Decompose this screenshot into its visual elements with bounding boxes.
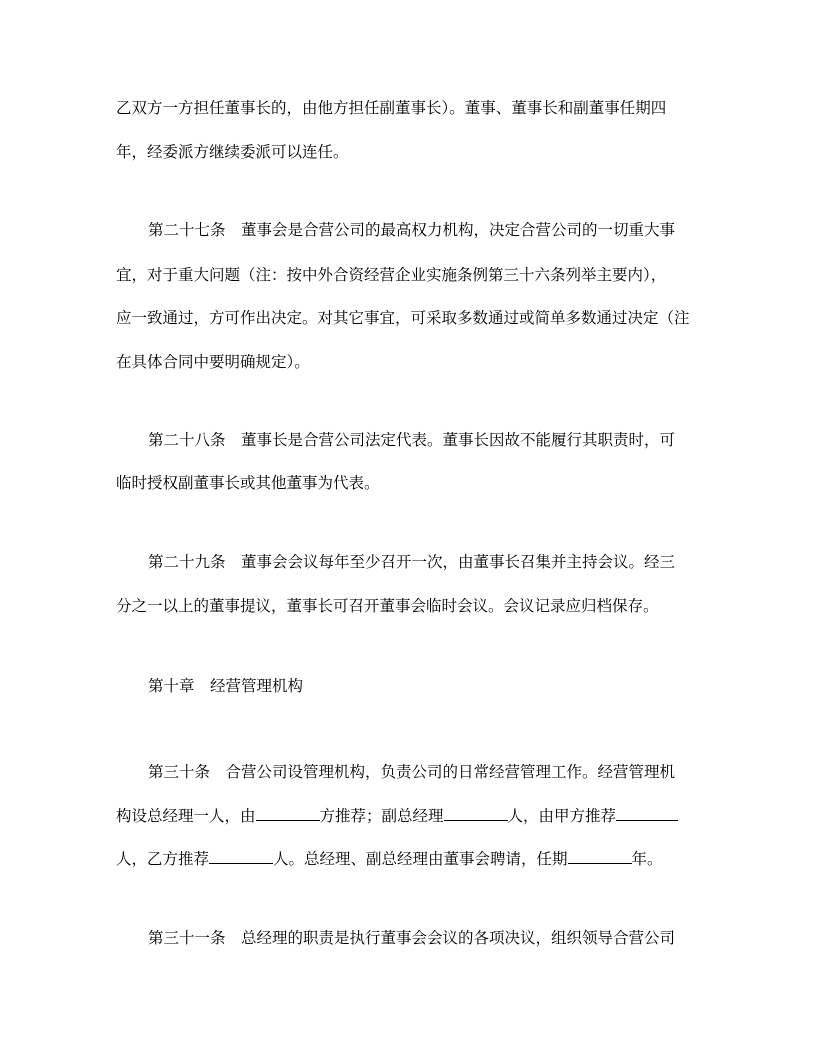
article-27-line-2: 宜，对于重大问题（注：按中外合资经营企业实施条例第三十六条列举主要内）， <box>116 266 667 284</box>
article-30-line-3-text-b: 人。总经理、副总经理由董事会聘请，任期 <box>273 850 568 868</box>
article-29-line-2: 分之一以上的董事提议，董事长可召开董事会临时会议。会议记录应归档保存。 <box>116 597 659 615</box>
article-27-line-3: 应一致通过，方可作出决定。对其它事宜，可采取多数通过或简单多数通过决定（注 <box>116 309 690 327</box>
blank-recommending-party <box>256 805 320 821</box>
article-30-line-3-text-a: 人，乙方推荐 <box>116 850 210 868</box>
article-29-line-1: 第二十九条 董事会会议每年至少召开一次，由董事长召集并主持会议。经三 <box>148 553 676 571</box>
article-30-line-1: 第三十条 合营公司设管理机构，负责公司的日常经营管理工作。经营管理机 <box>148 763 676 781</box>
article-31-line-1: 第三十一条 总经理的职责是执行董事会会议的各项决议，组织领导合营公司 <box>148 929 676 947</box>
blank-party-a-count <box>616 805 678 821</box>
blank-party-b-count <box>209 848 273 864</box>
blank-term-years <box>568 848 632 864</box>
article-26-line-2: 年，经委派方继续委派可以连任。 <box>116 143 349 161</box>
article-26-line-1: 乙双方一方担任董事长的，由他方担任副董事长）。董事、董事长和副董事任期四 <box>116 99 667 117</box>
article-27-line-4: 在具体合同中要明确规定）。 <box>116 353 310 371</box>
article-30-line-2-text-b: 方推荐；副总经理 <box>319 807 444 825</box>
article-27-line-1: 第二十七条 董事会是合营公司的最高权力机构，决定合营公司的一切重大事 <box>148 221 676 239</box>
blank-deputy-gm-count <box>444 805 508 821</box>
article-30-line-2-text-c: 人，由甲方推荐 <box>507 807 617 825</box>
article-30-line-3 <box>116 848 663 869</box>
article-28-line-1: 第二十八条 董事长是合营公司法定代表。董事长因故不能履行其职责时，可 <box>148 431 676 449</box>
article-30-line-2 <box>116 805 678 826</box>
article-30-line-3-text-c: 年。 <box>631 850 663 868</box>
article-30-line-2-text-a: 构设总经理一人，由 <box>116 807 256 825</box>
article-28-line-2: 临时授权副董事长或其他董事为代表。 <box>116 474 380 492</box>
chapter-10-heading: 第十章 经营管理机构 <box>148 677 304 695</box>
